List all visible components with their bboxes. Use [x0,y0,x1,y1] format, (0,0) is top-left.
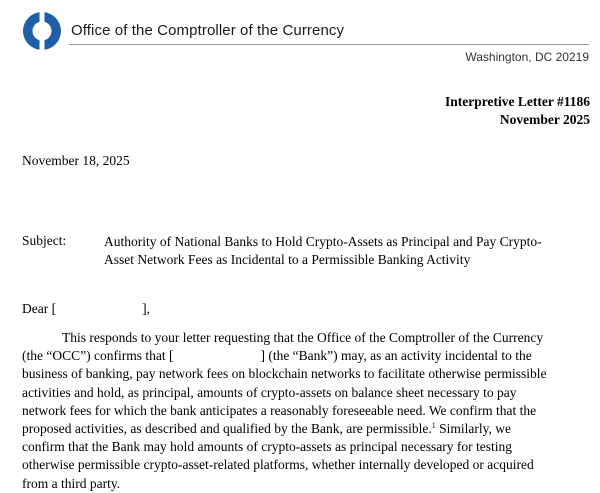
body-line: This responds to your letter requesting that the Office of the Comptroller of the Currency [62,330,544,345]
body-line: from a third party. [22,475,121,491]
body-line: business of banking, pay network fees on blockchain networks to facilitate otherwise permissible [22,366,547,382]
body-line: network fees for which the bank anticipates a reasonably foreseeable need. We confirm that the [22,402,537,418]
body-line: activities and hold, as principal, amounts of crypto-assets on balance sheet necessary to pay [22,384,517,400]
subject-text [104,233,594,269]
agency-location: Washington, DC 20219 [465,50,589,64]
body-line [22,420,592,438]
letter-number: Interpretive Letter #1186 [445,94,590,109]
body-text: proposed activities, as described and qualified by the Bank, are permissible. [22,421,432,437]
header-divider [69,44,589,45]
letterhead [20,11,580,51]
footnote-ref[interactable]: 1 [431,421,436,431]
body-text: Similarly, we [435,421,512,437]
salutation [22,301,150,317]
body-line: otherwise permissible crypto-asset-related platforms, whether internally developed or acquired [22,457,534,473]
letter-issue-date: November 2025 [499,112,590,127]
salutation-open: Dear [ [22,301,57,316]
letter-date: November 18, 2025 [22,153,130,168]
subject-line: Asset Network Fees as Incidental to a Permissible Banking Activity [104,252,471,267]
occ-logo-icon [22,11,62,51]
body-paragraph [22,329,592,493]
body-line [22,347,592,365]
salutation-close: ], [142,301,150,316]
body-text: (the “OCC”) confirms that [ [22,348,174,364]
agency-name: Office of the Comptroller of the Currency [71,22,345,39]
letter-heading [445,93,590,129]
subject-label: Subject: [22,233,67,248]
subject-line: Authority of National Banks to Hold Crypto-Assets as Principal and Pay Crypto- [104,234,542,249]
body-line: confirm that the Bank may hold amounts of crypto-assets as principal necessary for testing [22,439,512,455]
body-text: ] (the “Bank”) may, as an activity incidental to the [260,348,532,364]
